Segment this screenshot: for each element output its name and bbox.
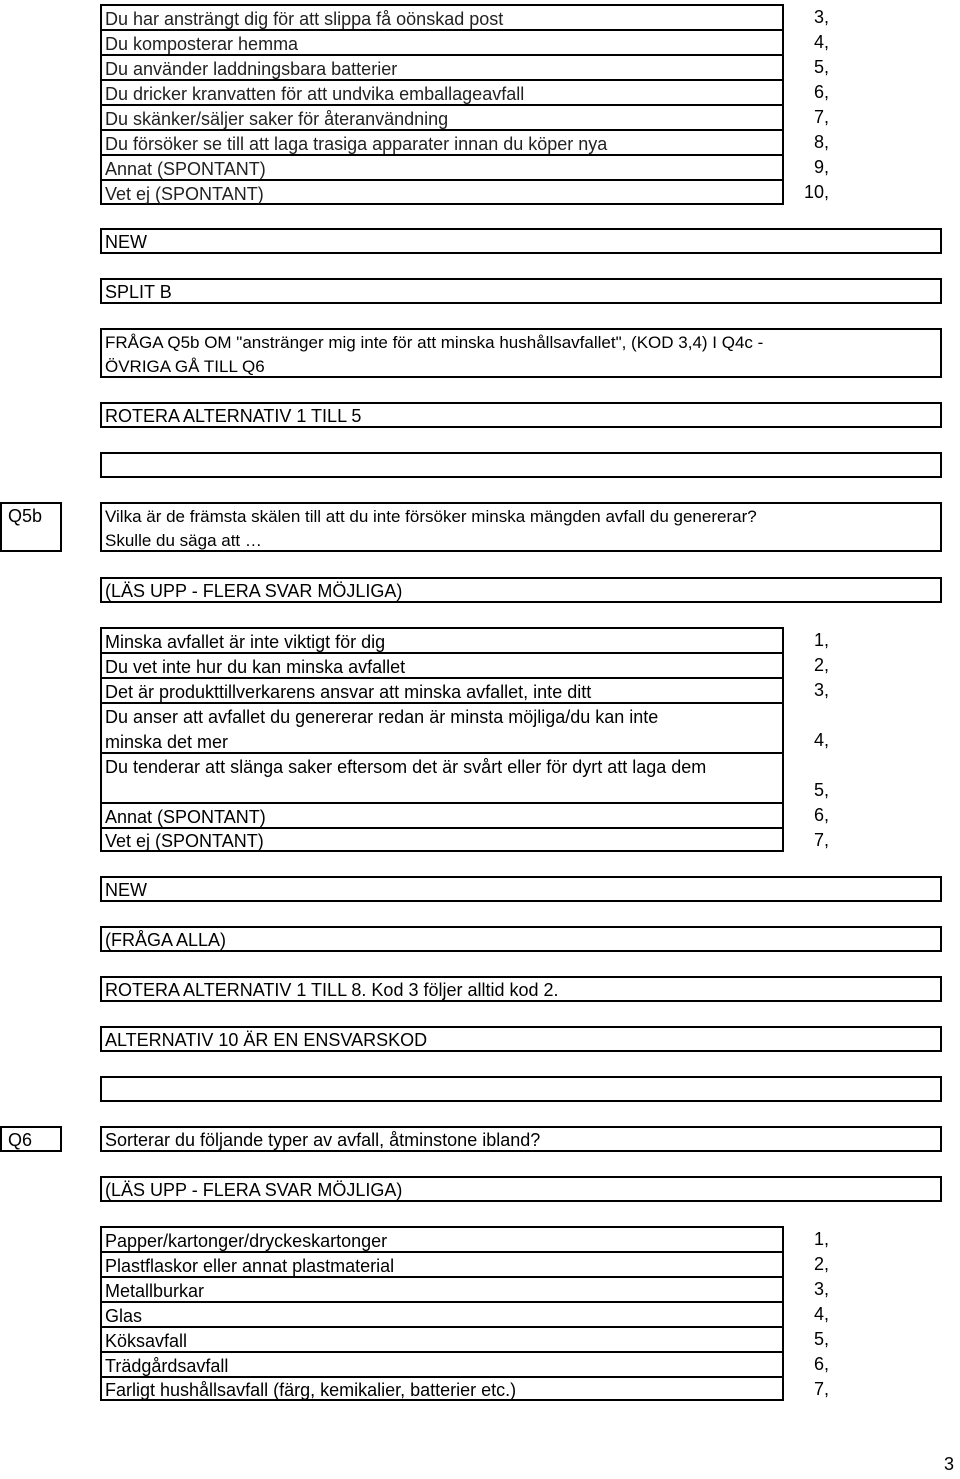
new-label: NEW	[105, 232, 147, 252]
question-text-line1: Vilka är de främsta skälen till att du inte försöker minska mängden avfall du genererar?	[105, 507, 757, 526]
option-label: Annat (SPONTANT)	[105, 159, 266, 179]
option-label: Du använder laddningsbara batterier	[105, 59, 398, 79]
question-text: Sorterar du följande typer av avfall, åtminstone ibland?	[105, 1130, 541, 1150]
option-label: Papper/kartonger/dryckeskartonger	[105, 1231, 388, 1251]
option-row	[102, 131, 782, 156]
option-row	[102, 629, 782, 654]
option-label: Farligt hushållsavfall (färg, kemikalier, batterier etc.)	[105, 1380, 517, 1400]
single-answer-instruction	[100, 1026, 942, 1052]
option-label: Vet ej (SPONTANT)	[105, 184, 264, 204]
option-code: 6,	[814, 82, 830, 102]
option-label: Du skänker/säljer saker för återanvändning	[105, 109, 449, 129]
option-label-line2: minska det mer	[105, 732, 229, 752]
option-label: Plastflaskor eller annat plastmaterial	[105, 1256, 395, 1276]
option-code: 3,	[814, 7, 830, 27]
option-code: 1,	[814, 1229, 830, 1249]
new-marker	[100, 876, 942, 902]
option-label: Metallburkar	[105, 1281, 205, 1301]
option-row	[102, 679, 782, 704]
option-code: 7,	[814, 830, 830, 850]
option-label: Trädgårdsavfall	[105, 1356, 229, 1376]
option-code: 7,	[814, 107, 830, 127]
option-label: Det är produkttillverkarens ansvar att minska avfallet, inte ditt	[105, 682, 592, 702]
option-label: Du komposterar hemma	[105, 34, 299, 54]
question-text-box	[100, 502, 942, 552]
option-row	[102, 1353, 782, 1378]
filter-text-line1: FRÅGA Q5b OM "anstränger mig inte för att minska hushållsavfallet", (KOD 3,4) I Q4c -	[105, 333, 764, 352]
option-row	[102, 106, 782, 131]
read-instruction	[100, 1176, 942, 1202]
rotate-label: ROTERA ALTERNATIV 1 TILL 5	[105, 406, 362, 426]
option-code: 1,	[814, 630, 830, 650]
option-code: 5,	[814, 780, 830, 800]
option-row	[102, 654, 782, 679]
rotate-label: ROTERA ALTERNATIV 1 TILL 8. Kod 3 följer alltid kod 2.	[105, 980, 559, 1000]
option-code: 4,	[814, 32, 830, 52]
split-label: SPLIT B	[105, 282, 172, 302]
option-row	[102, 1303, 782, 1328]
option-code: 2,	[814, 1254, 830, 1274]
option-code: 3,	[814, 680, 830, 700]
option-code: 4,	[814, 1304, 830, 1324]
empty-bar	[100, 1076, 942, 1102]
ask-all-label: (FRÅGA ALLA)	[105, 930, 227, 950]
option-code: 5,	[814, 57, 830, 77]
option-row	[102, 1228, 782, 1253]
option-label: Du försöker se till att laga trasiga apparater innan du köper nya	[105, 134, 608, 154]
read-instruction-label: (LÄS UPP - FLERA SVAR MÖJLIGA)	[105, 1180, 403, 1200]
option-label: Du anser att avfallet du genererar redan är minsta möjliga/du kan inte	[105, 707, 659, 727]
new-marker	[100, 228, 942, 254]
option-code: 6,	[814, 805, 830, 825]
options-table-q6	[100, 1226, 784, 1401]
split-marker	[100, 278, 942, 304]
option-label: Du vet inte hur du kan minska avfallet	[105, 657, 406, 677]
option-row	[102, 56, 782, 81]
page-number: 3	[943, 1454, 954, 1474]
option-label: Vet ej (SPONTANT)	[105, 831, 264, 851]
option-code: 2,	[814, 655, 830, 675]
option-row	[102, 1253, 782, 1278]
option-row	[102, 704, 782, 754]
question-text-box	[100, 1126, 942, 1152]
option-code: 6,	[814, 1354, 830, 1374]
option-label: Annat (SPONTANT)	[105, 807, 266, 827]
option-row	[102, 829, 782, 852]
option-code: 9,	[814, 157, 830, 177]
option-code: 7,	[814, 1379, 830, 1399]
option-row	[102, 1278, 782, 1303]
question-id-box	[0, 1126, 62, 1152]
option-row	[102, 156, 782, 181]
option-code: 8,	[814, 132, 830, 152]
ask-all-marker	[100, 926, 942, 952]
option-row	[102, 6, 782, 31]
option-label: Köksavfall	[105, 1331, 188, 1351]
option-label: Du dricker kranvatten för att undvika emballageavfall	[105, 84, 525, 104]
option-row	[102, 804, 782, 829]
option-code: 3,	[814, 1279, 830, 1299]
options-table-q5b	[100, 627, 784, 852]
option-row	[102, 181, 782, 205]
option-label: Minska avfallet är inte viktigt för dig	[105, 632, 386, 652]
option-row	[102, 1328, 782, 1353]
question-id-box	[0, 502, 62, 552]
option-code: 10,	[804, 182, 830, 202]
option-label: Du tenderar att slänga saker eftersom det är svårt eller för dyrt att laga dem	[105, 757, 707, 777]
option-row	[102, 81, 782, 106]
option-label: Du har ansträngt dig för att slippa få oönskad post	[105, 9, 504, 29]
option-code: 5,	[814, 1329, 830, 1349]
question-id: Q5b	[8, 506, 43, 526]
option-label: Glas	[105, 1306, 143, 1326]
question-text-line2: Skulle du säga att …	[105, 531, 262, 550]
option-row	[102, 1378, 782, 1401]
question-id: Q6	[8, 1130, 33, 1150]
rotate-instruction	[100, 402, 942, 428]
option-row	[102, 31, 782, 56]
read-instruction	[100, 577, 942, 603]
options-table-q4c	[100, 4, 784, 205]
new-label: NEW	[105, 880, 147, 900]
rotate-instruction	[100, 976, 942, 1002]
single-answer-label: ALTERNATIV 10 ÄR EN ENSVARSKOD	[105, 1030, 428, 1050]
read-instruction-label: (LÄS UPP - FLERA SVAR MÖJLIGA)	[105, 581, 403, 601]
option-code: 4,	[814, 730, 830, 750]
filter-instruction	[100, 328, 942, 378]
empty-bar	[100, 452, 942, 478]
filter-text-line2: ÖVRIGA GÅ TILL Q6	[105, 357, 265, 376]
option-row	[102, 754, 782, 804]
